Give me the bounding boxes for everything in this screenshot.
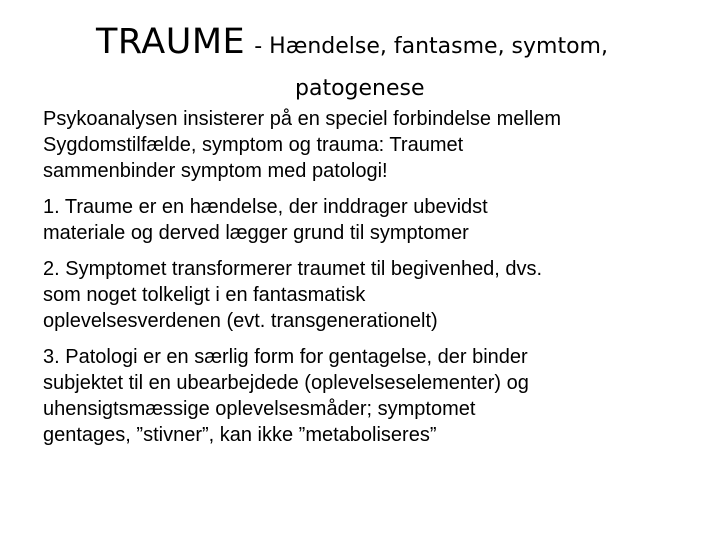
title-subtitle-line2: patogenese: [295, 76, 425, 101]
point-line: uhensigtsmæssige oplevelsesmåder; symptomet: [43, 398, 476, 420]
point-line: som noget tolkeligt i en fantasmatisk: [43, 284, 366, 306]
point-line: 2. Symptomet transformerer traumet til begivenhed, dvs.: [43, 258, 543, 280]
point-line: materiale og derved lægger grund til symptomer: [43, 222, 469, 244]
point-line: 1. Traume er en hændelse, der inddrager ubevidst: [43, 196, 488, 218]
point-2: [43, 256, 713, 334]
intro-line: Psykoanalysen insisterer på en speciel forbindelse mellem: [43, 108, 562, 130]
title-subtitle-line1: - Hændelse, fantasme, symtom,: [254, 34, 608, 59]
slide-body: [43, 106, 713, 458]
point-line: subjektet til en ubearbejdede (oplevelseselementer) og: [43, 372, 529, 394]
point-3: [43, 344, 713, 448]
point-line: 3. Patologi er en særlig form for gentagelse, der binder: [43, 346, 528, 368]
intro-paragraph: [43, 106, 713, 184]
slide-title: [96, 22, 608, 62]
point-1: [43, 194, 713, 246]
intro-line: sammenbinder symptom med patologi!: [43, 160, 388, 182]
point-line: gentages, ”stivner”, kan ikke ”metaboliseres”: [43, 424, 437, 446]
title-main: TRAUME: [96, 22, 246, 62]
point-line: oplevelsesverdenen (evt. transgenerationelt): [43, 310, 438, 332]
intro-line: Sygdomstilfælde, symptom og trauma: Traumet: [43, 134, 464, 156]
